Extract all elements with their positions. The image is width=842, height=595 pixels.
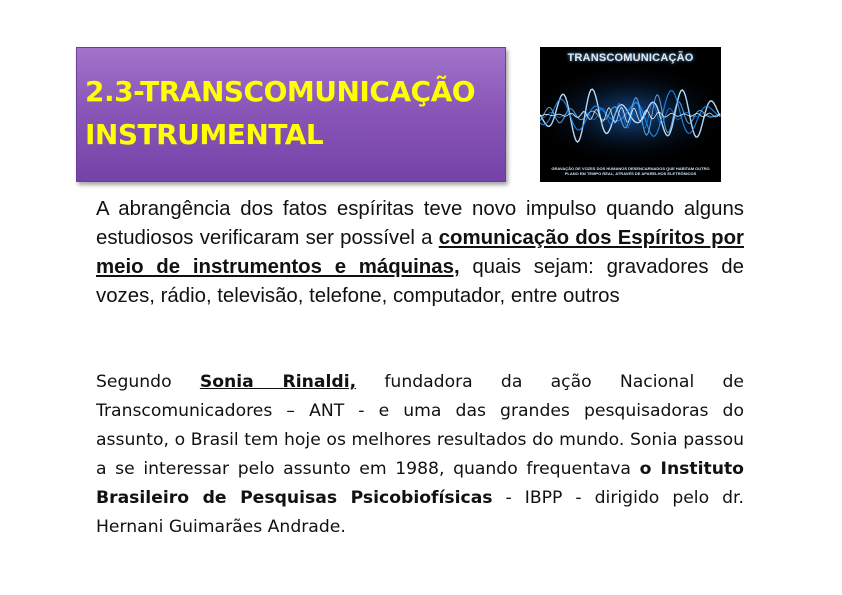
paragraph-1 [96, 195, 744, 311]
image-title: TRANSCOMUNICAÇÃO [567, 52, 694, 64]
paragraph-2-institute: o Instituto Brasileiro de Pesquisas Psicobiofísicas [96, 459, 744, 508]
title-box [76, 47, 506, 182]
slide-title-line2: INSTRUMENTAL [85, 118, 324, 151]
paragraph-2-name: Sonia Rinaldi, [199, 372, 357, 392]
paragraph-2 [96, 368, 744, 542]
paragraph-1-emphasis: comunicação dos Espíritos por meio de instrumentos e máquinas, [96, 227, 744, 278]
sound-wave-graphic [540, 47, 721, 182]
paragraph-2-text-middle: fundadora da ação Nacional de Transcomunicadores – ANT - e uma das grandes pesquisadoras do assunto, o Brasil tem hoje os melhores resultados do mundo. Sonia passou a se interessar pelo assunto em 1988, quando frequentava [96, 372, 744, 479]
paragraph-1-text-after: quais sejam: gravadores de vozes, rádio, televisão, telefone, computador, entre outros [96, 256, 744, 307]
transcommunication-image [540, 47, 721, 182]
paragraph-1-text-before: A abrangência dos fatos espíritas teve novo impulso quando alguns estudiosos verificaram ser possível a [96, 198, 744, 249]
paragraph-2-text-before: Segundo [96, 372, 200, 392]
slide-title [85, 70, 505, 156]
paragraph-2-text-after: - IBPP - dirigido pelo dr. Hernani Guimarães Andrade. [96, 488, 744, 537]
image-caption: GRAVAÇÃO DE VOZES DOS HUMANOS DESENCARNADOS QUE HABITAM OUTRO PLANO EM TEMPO REAL, ATRAVÉS DE APARELHOS ELETRÔNICOS [551, 166, 710, 176]
slide-title-line1: 2.3-TRANSCOMUNICAÇÃO [85, 75, 476, 108]
